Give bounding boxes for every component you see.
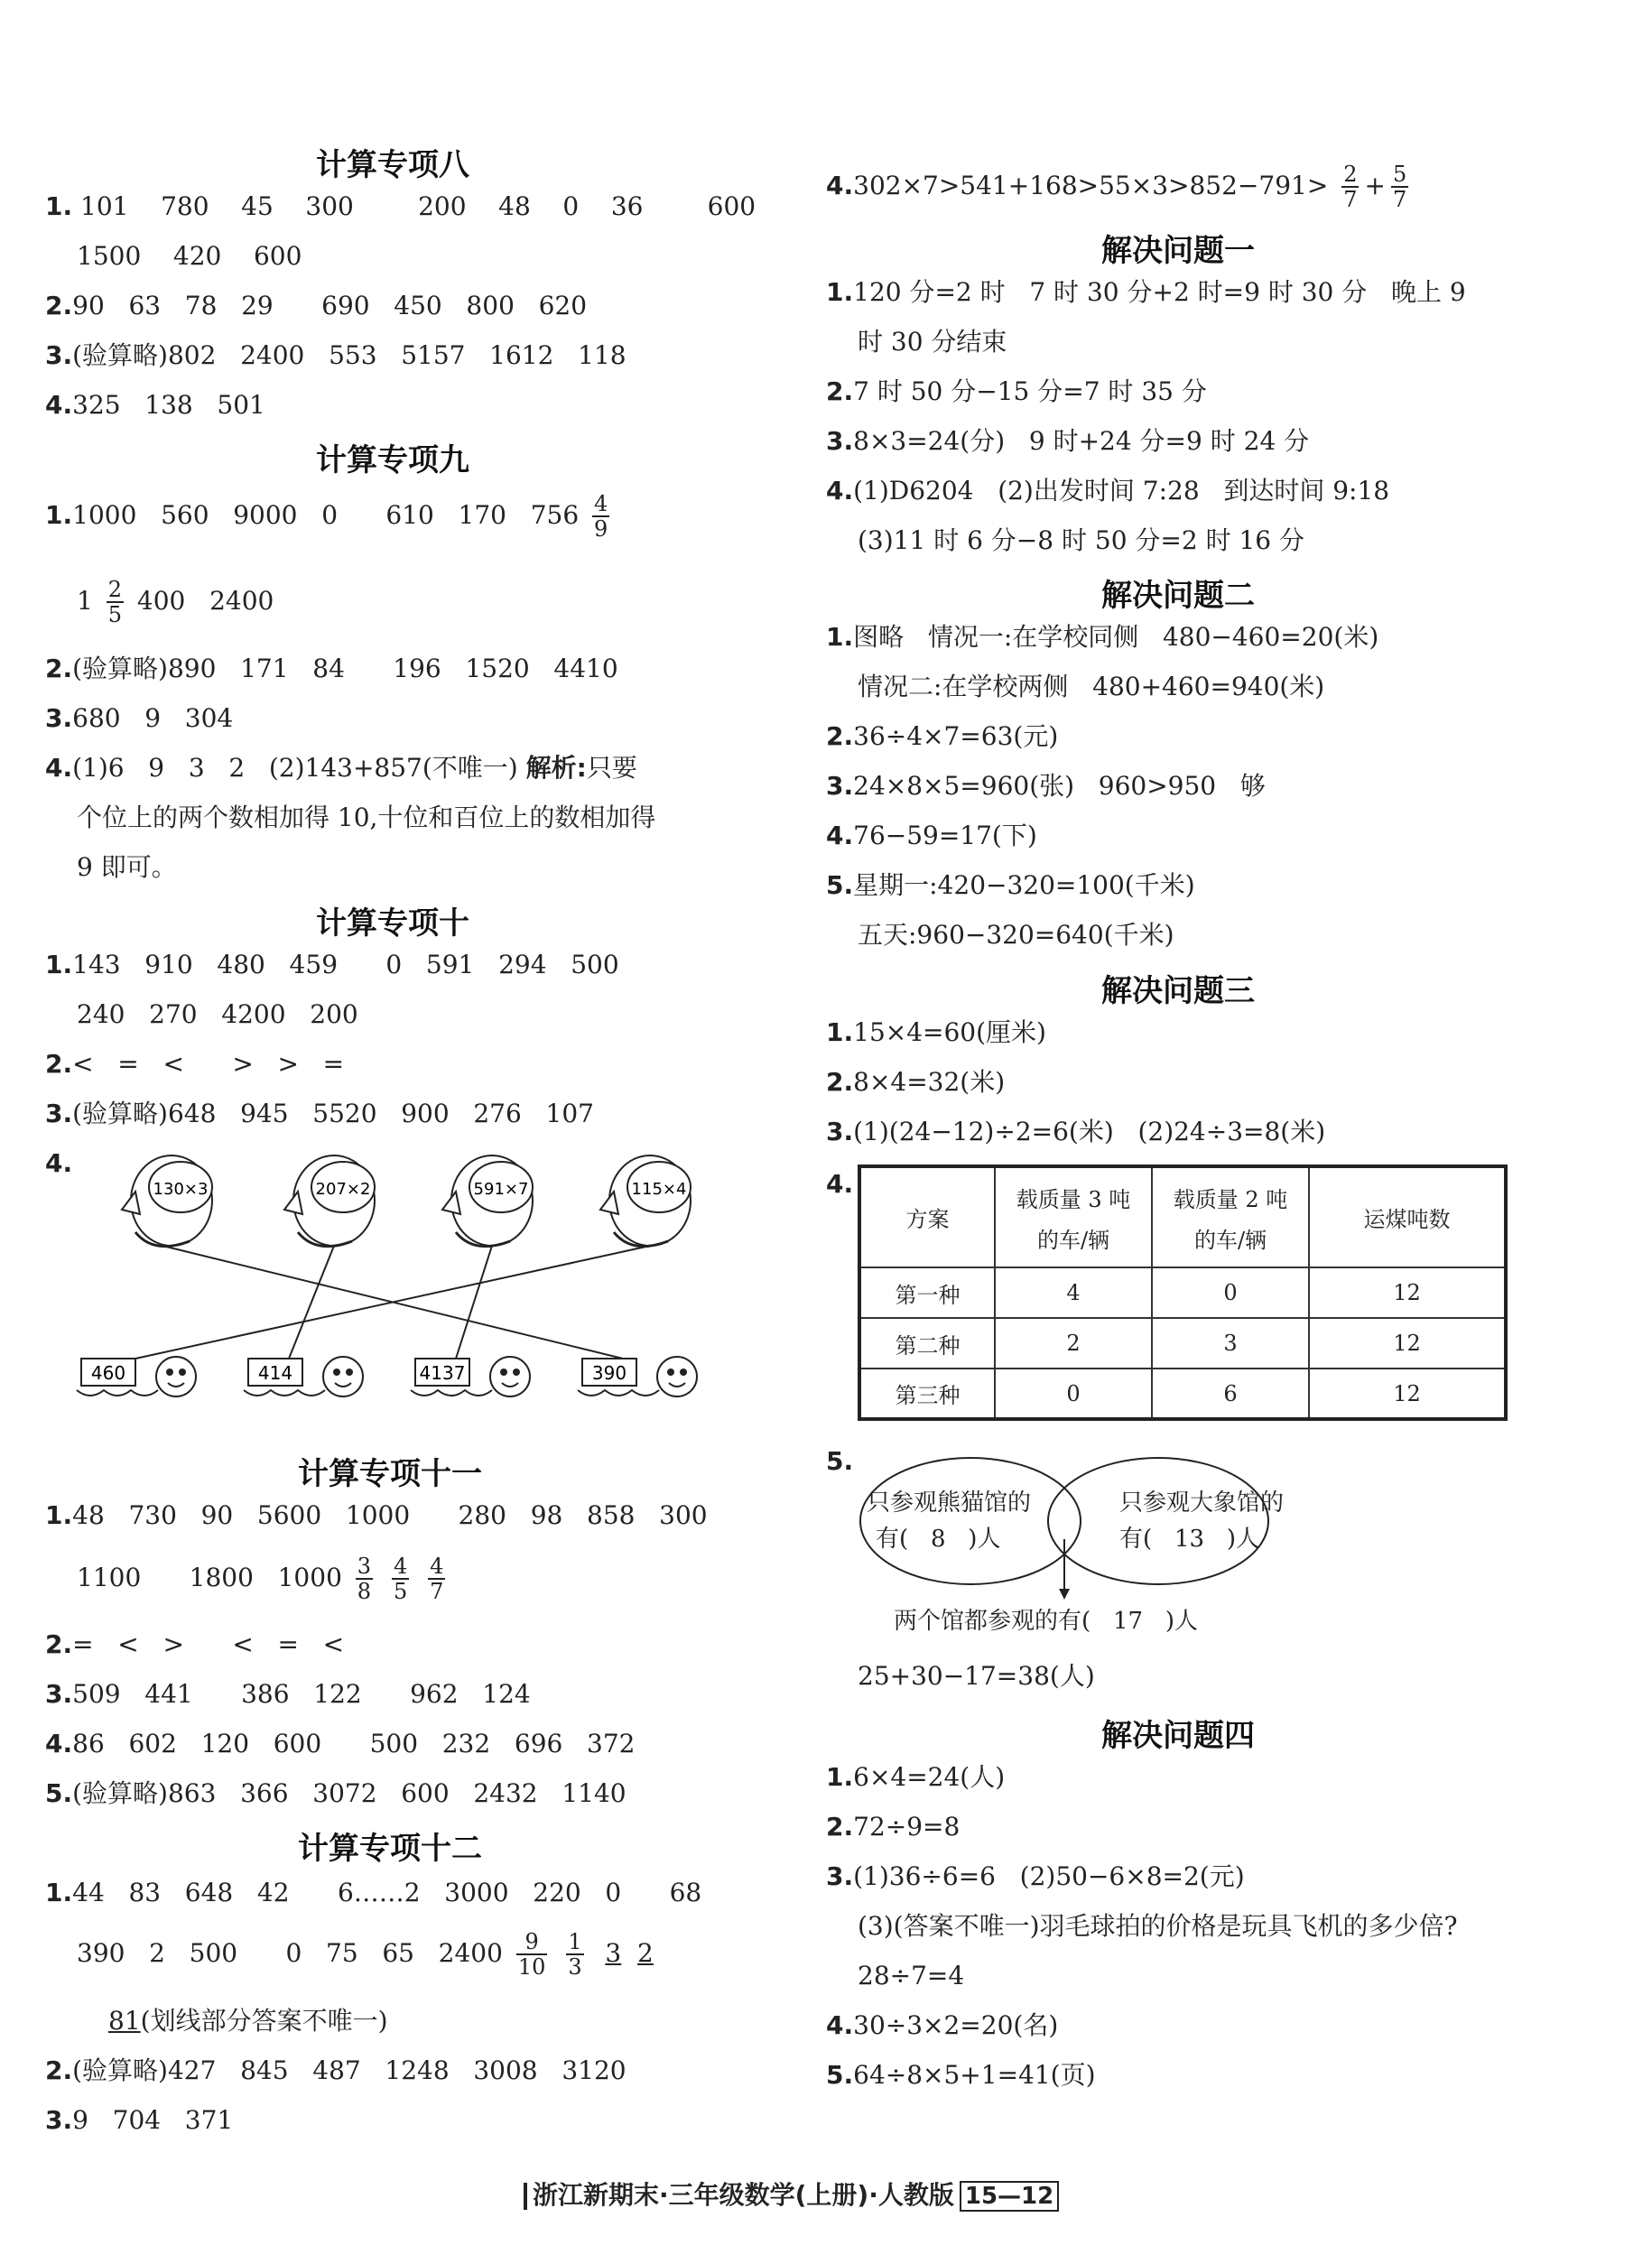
fraction: $\frac{9}{10}$: [517, 1929, 546, 1981]
prob4-q3-line3: 28÷7=4: [858, 1961, 965, 1990]
caterpillar-1: [77, 1357, 196, 1396]
venn-both-value: 两个馆都参观的有( 17 )人: [894, 1608, 1198, 1635]
caterpillar-label: 390: [591, 1362, 627, 1384]
calc9-q1: 1.1000 560 9000 0 610 170 756 $\frac{4}{9}$: [45, 491, 608, 543]
calc11-q4: 4.86 602 120 600 500 232 696 372: [45, 1729, 636, 1758]
venn-left-value: 有( 8 )人: [876, 1526, 1001, 1553]
prob1-q4: 4.(1)D6204 (2)出发时间 7:28 到达时间 9:18: [826, 476, 1390, 506]
prob3-q5-number: 5.: [826, 1446, 854, 1476]
matching-diagram: [72, 1146, 731, 1435]
section-title-problems-1: 解决问题一: [1101, 233, 1255, 269]
footer-title: 浙江新期末·三年级数学(上册)·人教版: [533, 2180, 954, 2210]
prob4-q3: 3.(1)36÷6=6 (2)50−6×8=2(元): [826, 1861, 1245, 1891]
prob3-q3: 3.(1)(24−12)÷2=6(米) (2)24÷3=8(米): [826, 1117, 1326, 1146]
transport-plan-table: [858, 1164, 1508, 1421]
section-title-calc-12: 计算专项十二: [298, 1831, 482, 1867]
prob3-q1: 1.15×4=60(厘米): [826, 1017, 1046, 1047]
prob2-q2: 2.36÷4×7=63(元): [826, 721, 1059, 751]
calc10-q1-line2: 240 270 4200 200: [77, 999, 358, 1029]
page-footer: [524, 2176, 1059, 2212]
prob4-q2: 2.72÷9=8: [826, 1812, 961, 1842]
calc10-q3: 3.(验算略)648 945 5520 900 276 107: [45, 1099, 594, 1128]
prob4-q3-line2: (3)(答案不唯一)羽毛球拍的价格是玩具飞机的多少倍?: [858, 1911, 1458, 1941]
fraction: $\frac{4}{7}$: [430, 1554, 444, 1605]
calc9-q4-line3: 9 即可。: [77, 852, 177, 882]
calc10-q4-number: 4.: [45, 1148, 73, 1178]
calc12-q1-line2: 390 2 500 0 75 65 2400 $\frac{9}{10}$ $\frac{1}{3}$ 3 2: [77, 1929, 654, 1981]
prob2-q1-line2: 情况二:在学校两侧 480+460=940(米): [858, 672, 1325, 701]
section-title-problems-4: 解决问题四: [1101, 1718, 1255, 1754]
prob2-q3: 3.24×8×5=960(张) 960>950 够: [826, 771, 1266, 801]
section-title-problems-2: 解决问题二: [1101, 578, 1255, 614]
prob3-q5-calc: 25+30−17=38(人): [858, 1661, 1095, 1691]
calc11-q1: 1.48 730 90 5600 1000 280 98 858 300: [45, 1500, 708, 1530]
bird-label: 591×7: [473, 1180, 529, 1199]
venn-left-label: 只参观熊猫馆的: [867, 1489, 1032, 1517]
section-title-calc-10: 计算专项十: [316, 905, 469, 942]
match-line: [135, 1246, 650, 1359]
calc8-q3: 3.(验算略)802 2400 553 5157 1612 118: [45, 340, 626, 370]
section-title-calc-8: 计算专项八: [316, 147, 469, 183]
table-row: [859, 1267, 1506, 1318]
calc9-q2: 2.(验算略)890 171 84 196 1520 4410: [45, 654, 618, 683]
calc9-q3: 3.680 9 304: [45, 703, 234, 733]
table-header: 载质量 3 吨 的车/辆: [995, 1166, 1152, 1267]
fraction: $\frac{1}{3}$: [568, 1929, 582, 1981]
prob2-q5-line2: 五天:960−320=640(千米): [858, 920, 1174, 950]
table-cell: 第二种: [859, 1318, 995, 1369]
page-number: 15—12: [960, 2181, 1059, 2212]
table-cell: 0: [995, 1369, 1152, 1419]
table-header-row: [859, 1166, 1506, 1267]
bird-3: [442, 1155, 533, 1247]
table-cell: 第三种: [859, 1369, 995, 1419]
footer-bar: [524, 2183, 527, 2210]
table-row: [859, 1318, 1506, 1369]
prob2-q5: 5.星期一:420−320=100(千米): [826, 870, 1195, 900]
prob1-q4-line2: (3)11 时 6 分−8 时 50 分=2 时 16 分: [858, 525, 1305, 555]
bird-2: [284, 1155, 375, 1247]
fraction: $\frac{2}{5}$: [107, 577, 123, 628]
fraction: $\frac{4}{9}$: [594, 491, 608, 543]
caterpillar-3: [411, 1357, 530, 1396]
venn-right-label: 只参观大象馆的: [1119, 1489, 1285, 1517]
caterpillar-4: [578, 1357, 697, 1396]
caterpillar-label: 460: [90, 1362, 126, 1384]
calc9-q1-line2: 1 $\frac{2}{5}$ 400 2400: [77, 577, 274, 628]
match-line: [456, 1246, 492, 1359]
prob4-q5: 5.64÷8×5+1=41(页): [826, 2060, 1096, 2090]
calc10-q1: 1.143 910 480 459 0 591 294 500: [45, 950, 619, 979]
prob3-q4-number: 4.: [826, 1169, 854, 1199]
table-header: 方案: [859, 1166, 995, 1267]
fraction: $\frac{4}{5}$: [393, 1554, 408, 1605]
calc12-q1: 1.44 83 648 42 6……2 3000 220 0 68: [45, 1878, 702, 1907]
table-cell: 6: [1152, 1369, 1309, 1419]
arrow-head-icon: [1059, 1589, 1070, 1600]
prob3-q2: 2.8×4=32(米): [826, 1067, 1006, 1097]
calc11-q5: 5.(验算略)863 366 3072 600 2432 1140: [45, 1778, 626, 1808]
caterpillar-2: [244, 1357, 363, 1396]
calc8-q2: 2.90 63 78 29 690 450 800 620: [45, 291, 588, 320]
prob1-q3: 3.8×3=24(分) 9 时+24 分=9 时 24 分: [826, 426, 1310, 456]
match-line: [289, 1246, 334, 1359]
prob4-q4: 4.30÷3×2=20(名): [826, 2010, 1059, 2040]
table-cell: 0: [1152, 1267, 1309, 1318]
calc8-q4: 4.325 138 501: [45, 390, 265, 420]
bird-1: [122, 1155, 212, 1247]
fraction: $\frac{3}{8}$: [357, 1554, 372, 1605]
bird-label: 130×3: [153, 1180, 209, 1199]
fraction: $\frac{2}{7}$: [1343, 162, 1358, 213]
prob1-q1-line2: 时 30 分结束: [858, 327, 1007, 357]
table-cell: 12: [1309, 1318, 1506, 1369]
calc8-q1-line2: 1500 420 600: [77, 241, 302, 271]
table-cell: 12: [1309, 1267, 1506, 1318]
calc8-q1: 1. 101 780 45 300 200 48 0 36 600: [45, 191, 756, 221]
calc12-q2: 2.(验算略)427 845 487 1248 3008 3120: [45, 2055, 626, 2085]
calc11-q3: 3.509 441 386 122 962 124: [45, 1679, 531, 1709]
bird-4: [600, 1155, 691, 1247]
venn-right-value: 有( 13 )人: [1119, 1526, 1259, 1553]
caterpillar-label: 414: [257, 1362, 293, 1384]
calc10-q2: 2.< = < > > =: [45, 1049, 345, 1079]
table-cell: 4: [995, 1267, 1152, 1318]
prob4-q1: 1.6×4=24(人): [826, 1762, 1006, 1792]
table-header: 载质量 2 吨 的车/辆: [1152, 1166, 1309, 1267]
section-title-calc-11: 计算专项十一: [298, 1456, 482, 1492]
table-cell: 第一种: [859, 1267, 995, 1318]
prob1-q1: 1.120 分=2 时 7 时 30 分+2 时=9 时 30 分 晚上 9: [826, 277, 1466, 307]
table-header: 运煤吨数: [1309, 1166, 1506, 1267]
table-cell: 12: [1309, 1369, 1506, 1419]
bird-label: 115×4: [631, 1180, 687, 1199]
fraction: $\frac{5}{7}$: [1392, 162, 1407, 213]
prob1-q2: 2.7 时 50 分−15 分=7 时 35 分: [826, 376, 1207, 406]
bird-label: 207×2: [315, 1180, 371, 1199]
inequality-chain: 4.302×7>541+168>55×3>852−791> $\frac{2}{7}$ + $\frac{5}{7}$: [826, 162, 1407, 213]
calc12-q1-line3: 81(划线部分答案不唯一): [108, 2006, 388, 2036]
caterpillar-label: 4137: [419, 1362, 466, 1384]
prob2-q4: 4.76−59=17(下): [826, 821, 1037, 850]
table-row: [859, 1369, 1506, 1419]
section-title-calc-9: 计算专项九: [316, 442, 469, 478]
table-cell: 3: [1152, 1318, 1309, 1369]
calc12-q3: 3.9 704 371: [45, 2105, 234, 2135]
calc9-q4-line2: 个位上的两个数相加得 10,十位和百位上的数相加得: [77, 803, 656, 832]
calc9-q4: 4.(1)6 9 3 2 (2)143+857(不唯一) 解析:只要: [45, 753, 637, 783]
table-cell: 2: [995, 1318, 1152, 1369]
calc11-q1-line2: 1100 1800 1000 $\frac{3}{8}$ $\frac{4}{5}$ $\frac{4}{7}$: [77, 1554, 444, 1605]
section-title-problems-3: 解决问题三: [1101, 973, 1255, 1009]
prob2-q1: 1.图略 情况一:在学校同侧 480−460=20(米): [826, 622, 1379, 652]
calc11-q2: 2.= < > < = <: [45, 1629, 345, 1659]
